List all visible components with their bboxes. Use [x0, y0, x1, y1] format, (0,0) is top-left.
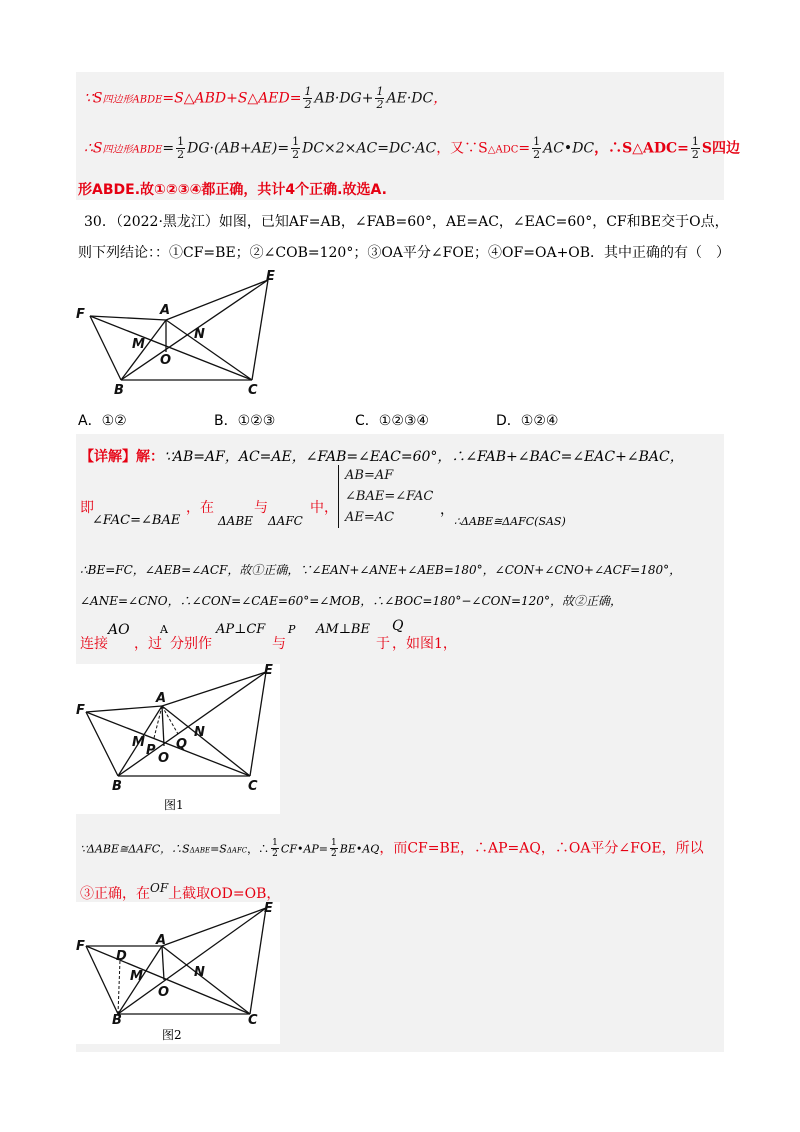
- pt-N: N: [194, 327, 205, 342]
- solution-line-7: ③正确，在OF上截取OD=OB，: [80, 881, 281, 902]
- fig1-Q: Q: [176, 737, 188, 752]
- solution-ji: 即: [80, 500, 94, 516]
- pt-F: F: [76, 307, 85, 322]
- fig1-A: A: [156, 691, 167, 706]
- prev-line-1: ∵S四边形ABDE=S△ABD+S△AED= $\frac{1}{2}$ AB·DG+ $\frac{1}{2}$ AE·DC，: [84, 85, 448, 111]
- solution-p: P: [288, 623, 296, 636]
- fig2-A: A: [156, 933, 167, 948]
- fig1-M: M: [132, 735, 145, 750]
- solution-fig1-ref: ，如图1，: [392, 636, 457, 652]
- option-a[interactable]: A．①②: [78, 413, 127, 429]
- solution-pt-a: A: [160, 623, 168, 636]
- fig1-P: P: [146, 743, 156, 758]
- fig2-B: B: [112, 1013, 122, 1026]
- seg-FB: [90, 316, 121, 380]
- solution-ao: AO: [108, 622, 130, 638]
- solution-lian: 连接: [80, 636, 108, 652]
- solution-yu-1: 与: [272, 636, 286, 652]
- question-line-2: 则下列结论：：①CF=BE；②∠COB=120°；③OA平分∠FOE；④OF=OA+OB．其中正确的有（ ）: [78, 245, 731, 261]
- figure-2: [76, 902, 280, 1044]
- seg-FC: [90, 316, 252, 380]
- option-b[interactable]: B．①②③: [214, 413, 276, 429]
- fig2-E: E: [264, 902, 273, 916]
- seg-CE: [252, 280, 268, 380]
- fig1-B: B: [112, 779, 122, 794]
- solution-line-1: 【详解】解：∵AB=AF，AC=AE，∠FAB=∠EAC=60°，∴∠FAB+∠BAC=∠EAC+∠BAC，: [80, 449, 684, 465]
- pt-O: O: [160, 353, 172, 368]
- seg-FA: [90, 316, 166, 320]
- solution-yu-2: 于: [376, 636, 390, 652]
- solution-zai: ，在: [186, 500, 214, 516]
- prev-line-3: 形ABDE.故①②③④都正确，共计4个正确.故选A.: [78, 182, 387, 198]
- fig1-O: O: [158, 751, 170, 766]
- congruence-system: AB=AF ∠BAE=∠FAC AE=AC: [338, 465, 433, 528]
- solution-ap: AP⊥CF: [216, 622, 266, 637]
- solution-am: AM⊥BE: [316, 622, 370, 637]
- solution-zhong: 中，: [310, 500, 338, 516]
- solution-guo: ，过: [134, 636, 162, 652]
- solution-tri-afc: ΔAFC: [268, 514, 303, 528]
- solution-yu: 与: [254, 500, 268, 516]
- solution-sas: ∴ΔABE≅ΔAFC(SAS): [454, 515, 566, 528]
- seg-AC: [166, 320, 252, 380]
- solution-line-6: ∵ΔABE≅ΔAFC，∴SΔABE=SΔAFC，∴ $\frac{1}{2}$ CF•AP= $\frac{1}{2}$ BE•AQ，而CF=BE，∴AP=AQ，∴OA平分∠FOE，所以: [80, 838, 704, 859]
- solution-tri-abe: ΔABE: [218, 514, 253, 528]
- option-c[interactable]: C．①②③④: [355, 413, 429, 429]
- question-line-1: 30．（2022·黑龙江）如图，已知AF=AB，∠FAB=60°，AE=AC，∠EAC=60°，CF和BE交于O点，: [84, 214, 729, 230]
- pt-A: A: [160, 303, 171, 318]
- solution-comma: ，: [440, 502, 454, 518]
- fig2-N: N: [194, 965, 205, 980]
- fig1-F: F: [76, 703, 85, 718]
- solution-q: Q: [392, 618, 404, 634]
- fig2-M: M: [130, 969, 143, 984]
- pt-M: M: [132, 337, 145, 352]
- solution-fen: 分别作: [170, 636, 212, 652]
- fig2-C: C: [248, 1013, 258, 1026]
- pt-E: E: [266, 269, 275, 284]
- figure-1-caption: 图1: [164, 798, 184, 812]
- fig2-F: F: [76, 939, 85, 954]
- option-d[interactable]: D．①②④: [496, 413, 559, 429]
- fig2-O: O: [158, 985, 170, 1000]
- solution-line-3: ∴BE=FC，∠AEB=∠ACF，故①正确，∵∠EAN+∠ANE+∠AEB=180°，∠CON+∠CNO+∠ACF=180°，: [80, 563, 682, 577]
- pt-C: C: [248, 383, 258, 398]
- figure-2-caption: 图2: [162, 1028, 182, 1042]
- fig1-N: N: [194, 725, 205, 740]
- figure-1: [76, 664, 280, 814]
- solution-line-4: ∠ANE=∠CNO，∴∠CON=∠CAE=60°=∠MOB，∴∠BOC=180°−∠CON=120°，故②正确，: [80, 594, 622, 608]
- solution-fac-bae: ∠FAC=∠BAE: [92, 513, 181, 528]
- pt-B: B: [114, 383, 124, 398]
- fig1-E: E: [264, 664, 273, 678]
- fig2-D: D: [116, 949, 127, 964]
- prev-line-2: ∴S四边形ABDE= $\frac{1}{2}$ DG·(AB+AE)= $\frac{1}{2}$ DC×2×AC=DC·AC，又∵S△ADC= $\frac{1}{2}$ AC•DC，∴S△ADC= $\frac{1}{2}$ S四边: [84, 135, 741, 161]
- question-figure: [74, 268, 294, 398]
- fig1-C: C: [248, 779, 258, 794]
